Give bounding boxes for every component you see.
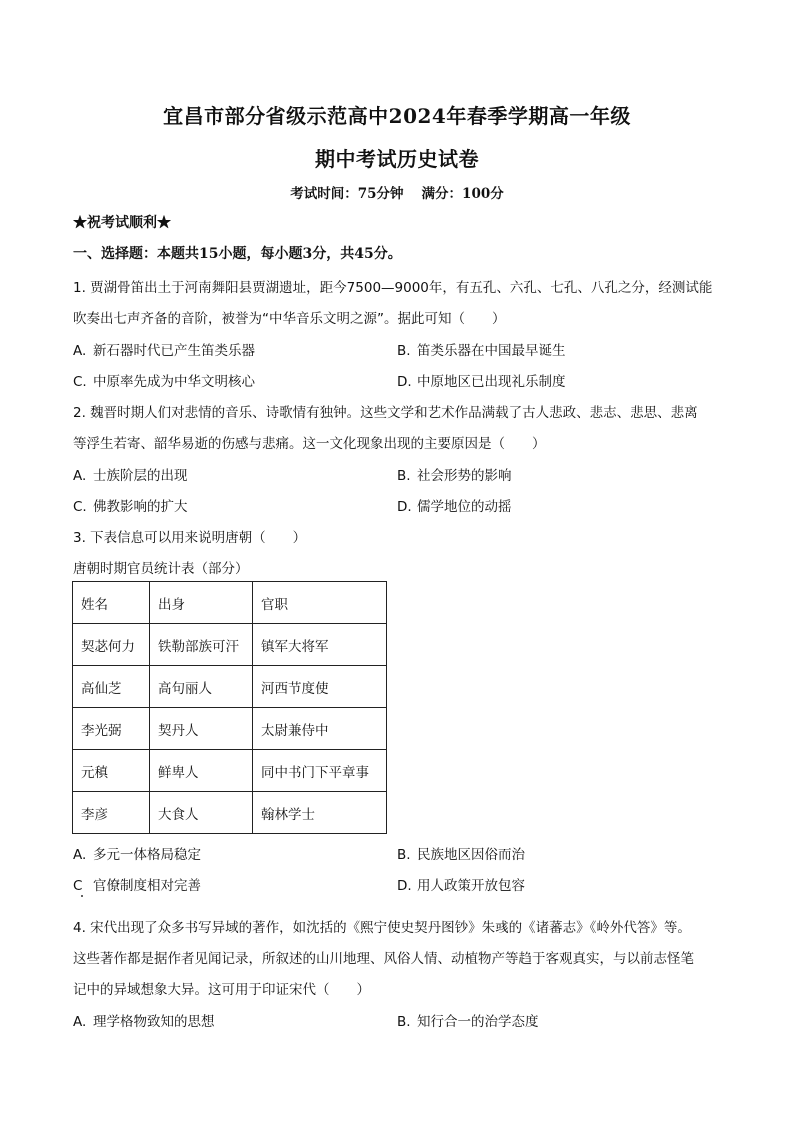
- stray-dot-mark: [81, 895, 83, 897]
- q3-option-b: [397, 843, 525, 863]
- option-key: B.: [397, 1014, 411, 1030]
- option-text: 多元一体格局稳定: [93, 847, 201, 863]
- option-key: D.: [397, 374, 412, 390]
- officials-table: [72, 581, 387, 834]
- table-cell: 大食人: [150, 792, 253, 834]
- option-text: 社会形势的影响: [417, 468, 512, 484]
- q1-stem-line2: 吹奏出七声齐备的音阶，被誉为“中华音乐文明之源”。据此可知（ ）: [73, 311, 506, 327]
- table-header-row: [73, 582, 387, 624]
- table-cell: 李彦: [73, 792, 150, 834]
- option-text: 理学格物致知的思想: [93, 1014, 215, 1030]
- option-text: 用人政策开放包容: [417, 878, 525, 894]
- exam-title-line2: 期中考试历史试卷: [315, 147, 479, 171]
- q4-option-b: [397, 1010, 539, 1030]
- table-row: [73, 708, 387, 750]
- exam-title-line1: 宜昌市部分省级示范高中2024年春季学期高一年级: [163, 104, 631, 128]
- table-cell: 高句丽人: [150, 666, 253, 708]
- q3-option-a: [73, 843, 201, 863]
- table-header-cell: 姓名: [73, 582, 150, 624]
- table-cell: 镇军大将军: [253, 624, 387, 666]
- q1-option-b: [397, 339, 566, 359]
- exam-score: 满分：100分: [421, 186, 504, 202]
- q2-option-a: [73, 464, 188, 484]
- option-text: 知行合一的治学态度: [417, 1014, 539, 1030]
- q3-option-d: [397, 874, 525, 894]
- table-header-cell: 官职: [253, 582, 387, 624]
- option-text: 笛类乐器在中国最早诞生: [417, 343, 566, 359]
- table-cell: 河西节度使: [253, 666, 387, 708]
- option-text: 士族阶层的出现: [93, 468, 188, 484]
- option-key: D.: [397, 878, 412, 894]
- table-row: [73, 750, 387, 792]
- option-key: B.: [397, 847, 411, 863]
- q2-option-c: [73, 495, 188, 515]
- q1-option-c: [73, 370, 255, 390]
- option-text: 中原率先成为中华文明核心: [93, 374, 255, 390]
- option-key: A.: [73, 343, 87, 359]
- option-text: 民族地区因俗而治: [417, 847, 525, 863]
- q3-stem: 3. 下表信息可以用来说明唐朝（ ）: [73, 530, 307, 546]
- table-row: [73, 666, 387, 708]
- exam-info: [0, 182, 794, 202]
- option-text: 官僚制度相对完善: [93, 878, 201, 894]
- option-key: A.: [73, 468, 87, 484]
- option-text: 新石器时代已产生笛类乐器: [93, 343, 255, 359]
- exam-time: 考试时间：75分钟: [290, 186, 404, 202]
- option-key: A.: [73, 847, 87, 863]
- option-key: C: [73, 878, 83, 894]
- q1-option-d: [397, 370, 566, 390]
- table-cell: 太尉兼侍中: [253, 708, 387, 750]
- blessing-text: ★祝考试顺利★: [73, 215, 171, 231]
- option-key: D.: [397, 499, 412, 515]
- option-key: C.: [73, 374, 87, 390]
- q4-option-a: [73, 1010, 215, 1030]
- q3-option-c: [73, 874, 201, 894]
- q4-stem-line3: 记中的异域想象大异。这可用于印证宋代（ ）: [73, 982, 370, 998]
- q1-stem-line1: 1. 贾湖骨笛出土于河南舞阳县贾湖遗址，距今7500—9000年，有五孔、六孔、七孔、八孔之分，经测试能: [73, 280, 713, 296]
- q1-option-a: [73, 339, 255, 359]
- option-key: C.: [73, 499, 87, 515]
- table-cell: 契丹人: [150, 708, 253, 750]
- table-cell: 同中书门下平章事: [253, 750, 387, 792]
- option-key: B.: [397, 468, 411, 484]
- table-cell: 高仙芝: [73, 666, 150, 708]
- q3-table-caption: 唐朝时期官员统计表（部分）: [73, 561, 249, 577]
- table-row: [73, 792, 387, 834]
- table-row: [73, 624, 387, 666]
- table-cell: 李光弼: [73, 708, 150, 750]
- q4-stem-line1: 4. 宋代出现了众多书写异域的著作，如沈括的《熙宁使史契丹图钞》朱彧的《诸蕃志》《岭外代答》等。: [73, 920, 691, 936]
- table-cell: 铁勒部族可汗: [150, 624, 253, 666]
- option-key: B.: [397, 343, 411, 359]
- q2-option-d: [397, 495, 512, 515]
- section-heading: 一、选择题：本题共15小题，每小题3分，共45分。: [73, 246, 402, 262]
- q2-option-b: [397, 464, 512, 484]
- q2-stem-line1: 2. 魏晋时期人们对悲情的音乐、诗歌情有独钟。这些文学和艺术作品满载了古人悲政、悲志、悲思、悲离: [73, 405, 698, 421]
- q2-stem-line2: 等浮生若寄、韶华易逝的伤感与悲痛。这一文化现象出现的主要原因是（ ）: [73, 436, 546, 452]
- table-cell: 鲜卑人: [150, 750, 253, 792]
- table-cell: 翰林学士: [253, 792, 387, 834]
- option-text: 儒学地位的动摇: [417, 499, 512, 515]
- q4-stem-line2: 这些著作都是据作者见闻记录，所叙述的山川地理、风俗人情、动植物产等趋于客观真实，与以前志怪笔: [73, 951, 694, 967]
- option-key: A.: [73, 1014, 87, 1030]
- option-text: 佛教影响的扩大: [93, 499, 188, 515]
- option-text: 中原地区已出现礼乐制度: [417, 374, 566, 390]
- table-cell: 元稹: [73, 750, 150, 792]
- table-header-cell: 出身: [150, 582, 253, 624]
- table-cell: 契苾何力: [73, 624, 150, 666]
